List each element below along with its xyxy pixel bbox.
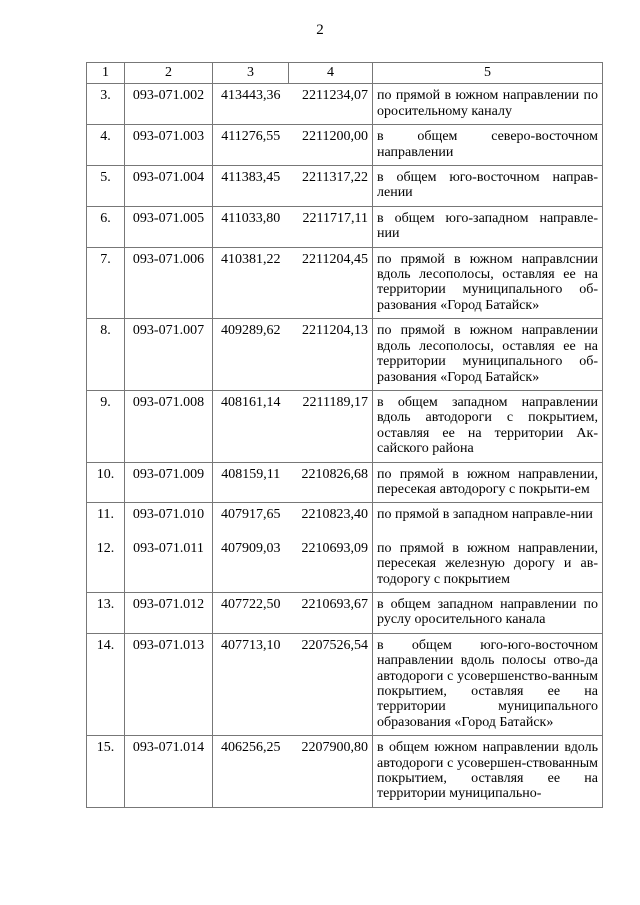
point-id: 093-071.005 xyxy=(125,206,213,247)
point-id: 093-071.004 xyxy=(125,166,213,207)
table-row xyxy=(87,319,603,391)
direction-description: в общем западном направлении вдоль автодороги с покрытием, оставляя ее на территории Ак-сайского района xyxy=(373,390,603,462)
coordinate-y: 2210693,09 xyxy=(289,537,373,593)
row-number: 11. xyxy=(87,503,125,537)
coordinate-x: 406256,25 xyxy=(213,736,289,808)
table-row xyxy=(87,633,603,735)
header-col-4: 4 xyxy=(289,63,373,84)
coordinate-x: 407909,03 xyxy=(213,537,289,593)
table-row xyxy=(87,462,603,503)
table-body xyxy=(87,84,603,807)
row-number: 3. xyxy=(87,84,125,125)
coordinate-x: 409289,62 xyxy=(213,319,289,391)
row-number: 9. xyxy=(87,390,125,462)
table-row xyxy=(87,592,603,633)
row-number: 14. xyxy=(87,633,125,735)
row-number: 7. xyxy=(87,247,125,319)
coordinate-y: 2211200,00 xyxy=(289,125,373,166)
coordinate-y: 2211234,07 xyxy=(289,84,373,125)
page-number: 2 xyxy=(316,22,324,38)
point-id: 093-071.008 xyxy=(125,390,213,462)
table-row xyxy=(87,247,603,319)
point-id: 093-071.010 xyxy=(125,503,213,537)
header-col-3: 3 xyxy=(213,63,289,84)
table-row xyxy=(87,390,603,462)
coordinate-y: 2207526,54 xyxy=(289,633,373,735)
direction-description: по прямой в южном направлении по оросительному каналу xyxy=(373,84,603,125)
direction-description: в общем юго-восточном направ-лении xyxy=(373,166,603,207)
coordinate-x: 407917,65 xyxy=(213,503,289,537)
coordinate-x: 408161,14 xyxy=(213,390,289,462)
direction-description: по прямой в южном направлении, пересекая автодорогу с покрыти-ем xyxy=(373,462,603,503)
coordinate-y: 2210823,40 xyxy=(289,503,373,537)
row-number: 10. xyxy=(87,462,125,503)
table-row xyxy=(87,736,603,808)
direction-description: в общем юго-западном направле-нии xyxy=(373,206,603,247)
table-header xyxy=(87,63,603,84)
coordinate-y: 2211317,22 xyxy=(289,166,373,207)
direction-description: в общем южном направлении вдоль автодороги с усовершен-ствованным покрытием, оставляя ее на территории муниципально- xyxy=(373,736,603,808)
coordinate-x: 411276,55 xyxy=(213,125,289,166)
point-id: 093-071.014 xyxy=(125,736,213,808)
point-id: 093-071.009 xyxy=(125,462,213,503)
point-id: 093-071.011 xyxy=(125,537,213,593)
direction-description: в общем северо-восточном направлении xyxy=(373,125,603,166)
coordinate-x: 408159,11 xyxy=(213,462,289,503)
table-row xyxy=(87,84,603,125)
coordinate-y: 2211189,17 xyxy=(289,390,373,462)
coordinate-y: 2211204,13 xyxy=(289,319,373,391)
header-row xyxy=(87,63,603,84)
coordinate-x: 411383,45 xyxy=(213,166,289,207)
header-col-5: 5 xyxy=(373,63,603,84)
row-number: 12. xyxy=(87,537,125,593)
coordinate-x: 411033,80 xyxy=(213,206,289,247)
coordinate-x: 407722,50 xyxy=(213,592,289,633)
direction-description: в общем юго-юго-восточном направлении вдоль полосы отво-да автодороги с усовершенство-ванным покрытием, оставляя ее на территории муниципального образования «Город Батайск» xyxy=(373,633,603,735)
direction-description: по прямой в южном направлении вдоль лесополосы, оставляя ее на территории муниципального об-разования «Город Батайск» xyxy=(373,319,603,391)
coordinate-y: 2210826,68 xyxy=(289,462,373,503)
table-row xyxy=(87,125,603,166)
table-row xyxy=(87,166,603,207)
row-number: 13. xyxy=(87,592,125,633)
coordinate-x: 407713,10 xyxy=(213,633,289,735)
row-number: 8. xyxy=(87,319,125,391)
point-id: 093-071.002 xyxy=(125,84,213,125)
direction-description: по прямой в южном направлснии вдоль лесополосы, оставляя ее на территории муниципального об-разования «Город Батайск» xyxy=(373,247,603,319)
direction-description: по прямой в западном направле-нии xyxy=(373,503,603,537)
header-col-2: 2 xyxy=(125,63,213,84)
coordinate-y: 2211204,45 xyxy=(289,247,373,319)
direction-description: по прямой в южном направлении, пересекая железную дорогу и ав-тодорогу с покрытием xyxy=(373,537,603,593)
row-number: 15. xyxy=(87,736,125,808)
coordinate-x: 410381,22 xyxy=(213,247,289,319)
point-id: 093-071.013 xyxy=(125,633,213,735)
point-id: 093-071.012 xyxy=(125,592,213,633)
boundary-points-table xyxy=(86,62,603,808)
point-id: 093-071.007 xyxy=(125,319,213,391)
table-row xyxy=(87,206,603,247)
table-row xyxy=(87,537,603,593)
row-number: 4. xyxy=(87,125,125,166)
point-id: 093-071.003 xyxy=(125,125,213,166)
direction-description: в общем западном направлении по руслу оросительного канала xyxy=(373,592,603,633)
row-number: 5. xyxy=(87,166,125,207)
table-row xyxy=(87,503,603,537)
header-col-1: 1 xyxy=(87,63,125,84)
coordinate-y: 2207900,80 xyxy=(289,736,373,808)
row-number: 6. xyxy=(87,206,125,247)
coordinate-y: 2211717,11 xyxy=(289,206,373,247)
coordinate-y: 2210693,67 xyxy=(289,592,373,633)
point-id: 093-071.006 xyxy=(125,247,213,319)
coordinate-x: 413443,36 xyxy=(213,84,289,125)
